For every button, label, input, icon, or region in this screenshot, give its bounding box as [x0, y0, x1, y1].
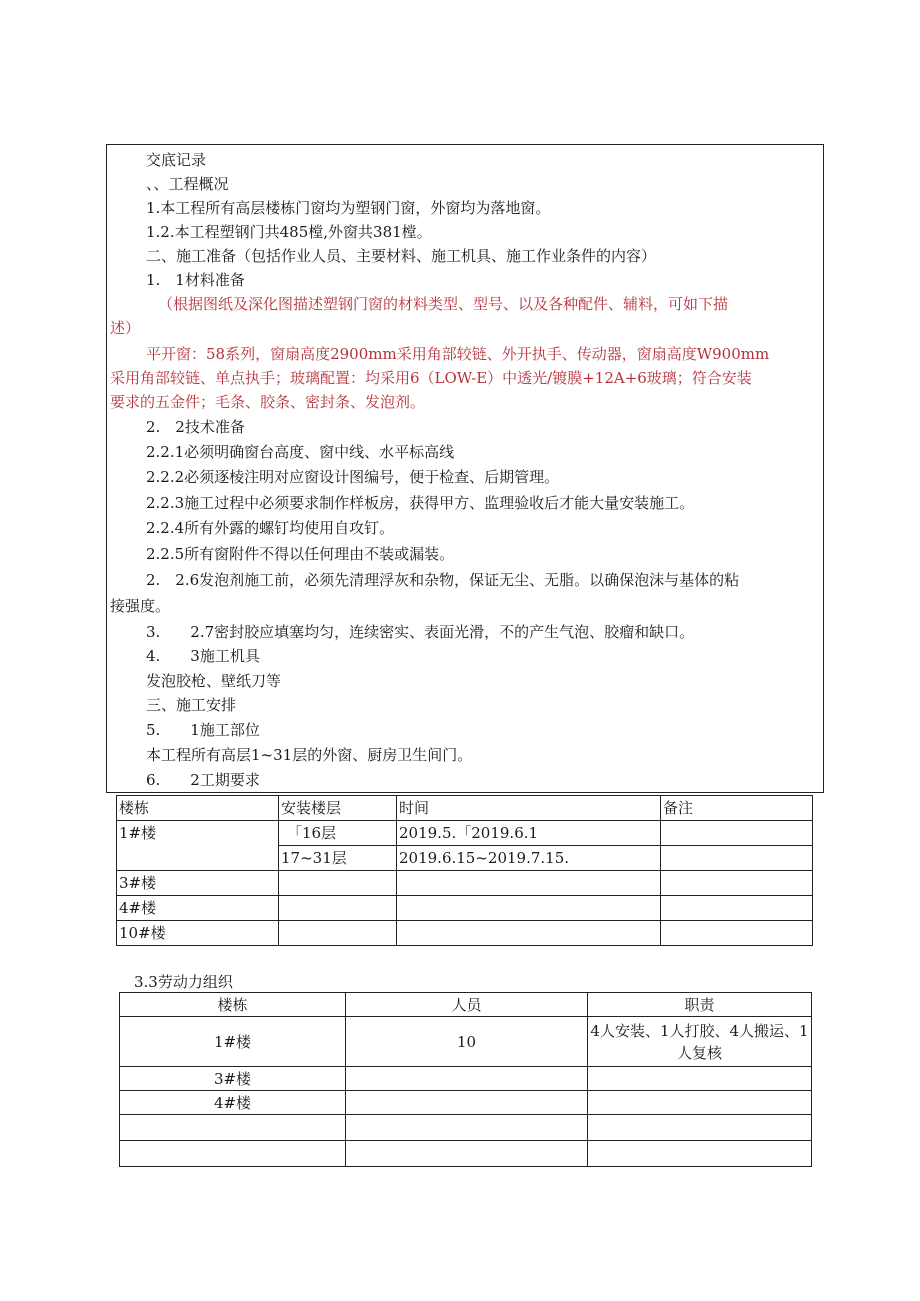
spec-line: 要求的五金件；毛条、胶条、密封条、发泡剂。: [110, 393, 426, 411]
remark-cell: [661, 896, 813, 921]
table-row: [117, 896, 813, 921]
table-header-row: [120, 993, 812, 1017]
building-cell: [120, 1115, 346, 1141]
staff-count-cell: [346, 1091, 588, 1115]
building-cell: [120, 1141, 346, 1167]
building-cell: 3#楼: [117, 871, 279, 896]
table-row: [117, 821, 813, 846]
building-cell: 4#楼: [117, 896, 279, 921]
duty-cell: [588, 1067, 812, 1091]
time-cell: 2019.6.15~2019.7.15.: [397, 846, 661, 871]
building-cell: 1#楼: [117, 821, 279, 871]
table-header-row: [117, 796, 813, 821]
header-cell: 备注: [661, 796, 813, 821]
subsection-heading: 1. 1材料准备: [146, 271, 245, 289]
remark-cell: [661, 846, 813, 871]
staff-count-cell: [346, 1141, 588, 1167]
duty-cell: [588, 1091, 812, 1115]
remark-cell: [661, 921, 813, 946]
floor-cell: [279, 896, 397, 921]
note-line: （根据图纸及深化图描述塑钢门窗的材料类型、型号、以及各种配件、辅料，可如下描: [158, 295, 729, 313]
duty-cell: [588, 1115, 812, 1141]
duty-cell: [588, 1141, 812, 1167]
building-cell: 3#楼: [120, 1067, 346, 1091]
staff-count-cell: [346, 1067, 588, 1091]
spec-line: 平开窗：58系列，窗扇高度2900mm采用角部较链、外开执手、传动器，窗扇高度W900mm: [146, 345, 770, 363]
floor-cell: 17~31层: [279, 846, 397, 871]
building-cell: 4#楼: [120, 1091, 346, 1115]
subsection-heading: 4. 3施工机具: [146, 647, 260, 665]
table-row: [117, 871, 813, 896]
time-cell: 2019.5.「2019.6.1: [397, 821, 661, 846]
table-row: [120, 1141, 812, 1167]
table-row: [120, 1067, 812, 1091]
paragraph-line: 2.2.2必须逐棱注明对应窗设计图编号，便于检查、后期管理。: [146, 468, 560, 486]
subsection-heading: 5. 1施工部位: [146, 721, 260, 739]
paragraph-line: 3. 2.7密封胶应填塞均匀，连续密实、表面光滑，不的产生气泡、胶瘤和缺口。: [146, 623, 695, 641]
table-row: [120, 1091, 812, 1115]
remark-cell: [661, 871, 813, 896]
floor-cell: 「16层: [279, 821, 397, 846]
staff-count-cell: [346, 1115, 588, 1141]
schedule-table: [116, 795, 813, 946]
duty-cell: 4人安装、1人打胶、4人搬运、1人复核: [588, 1017, 812, 1067]
staff-count-cell: 10: [346, 1017, 588, 1067]
remark-cell: [661, 821, 813, 846]
paragraph-line: 本工程所有高层1~31层的外窗、厨房卫生间门。: [146, 746, 473, 764]
paragraph-line: 1.本工程所有高层楼栋门窗均为塑钢门窗，外窗均为落地窗。: [146, 199, 551, 217]
building-cell: 1#楼: [120, 1017, 346, 1067]
paragraph-line: 2.2.5所有窗附件不得以任何理由不装或漏装。: [146, 545, 455, 563]
table-row: [120, 1115, 812, 1141]
header-cell: 楼栋: [117, 796, 279, 821]
paragraph-line: 2. 2.6发泡剂施工前，必须先清理浮灰和杂物，保证无尘、无脂。以确保泡沫与基体的粘: [146, 571, 740, 589]
floor-cell: [279, 871, 397, 896]
paragraph-line: 2.2.4所有外露的螺钉均使用自攻钉。: [146, 519, 395, 537]
labor-caption: 3.3劳动力组织: [134, 973, 233, 991]
paragraph-line: 1.2.本工程塑钢门共485樘,外窗共381樘。: [146, 223, 432, 241]
time-cell: [397, 871, 661, 896]
header-cell: 安装楼层: [279, 796, 397, 821]
subsection-heading: 6. 2工期要求: [146, 771, 260, 789]
header-cell: 人员: [346, 993, 588, 1017]
labor-table: [119, 992, 812, 1167]
section-heading: 三、施工安排: [146, 696, 237, 714]
subsection-heading: 2. 2技术准备: [146, 418, 245, 436]
table-row: [117, 921, 813, 946]
note-line: 述）: [110, 319, 141, 337]
header-cell: 时间: [397, 796, 661, 821]
paragraph-line: 2.2.3施工过程中必须要求制作样板房，获得甲方、监理验收后才能大量安装施工。: [146, 494, 695, 512]
paragraph-line: 发泡胶枪、壁纸刀等: [146, 672, 282, 690]
time-cell: [397, 896, 661, 921]
paragraph-line: 接强度。: [110, 597, 171, 615]
spec-line: 采用角部较链、单点执手；玻璃配置：均采用6（LOW-E）中透光/镀膜+12A+6玻璃；符合安装: [110, 369, 752, 387]
section-heading: 、、工程概况: [146, 175, 229, 193]
header-cell: 职责: [588, 993, 812, 1017]
paragraph-line: 2.2.1必须明确窗台高度、窗中线、水平标高线: [146, 443, 455, 461]
header-cell: 楼栋: [120, 993, 346, 1017]
time-cell: [397, 921, 661, 946]
section-heading: 二、施工准备（包括作业人员、主要材料、施工机具、施工作业条件的内容）: [146, 247, 657, 265]
building-cell: 10#楼: [117, 921, 279, 946]
table-row: [120, 1017, 812, 1067]
record-title: 交底记录: [146, 151, 207, 169]
floor-cell: [279, 921, 397, 946]
